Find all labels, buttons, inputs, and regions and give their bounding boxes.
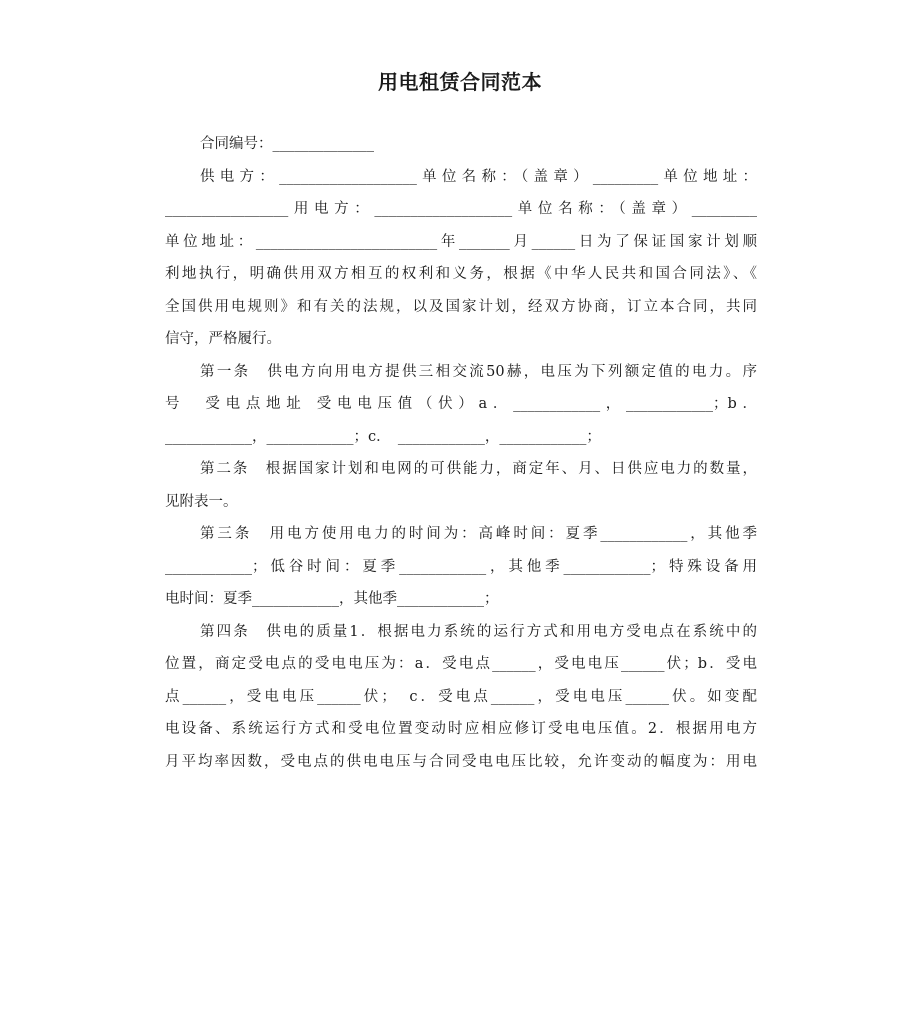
article-1-line: 号 受电点地址 受电电压值（伏）a．____________，____________；b． [165, 396, 757, 412]
article-4-line: 电设备、系统运行方式和受电位置变动时应相应修订受电电压值。2．根据用电方 [165, 721, 757, 737]
contract-number-line: 合同编号：______________ [200, 136, 374, 152]
article-4-line: 月平均率因数，受电点的供电电压与合同受电电压比较，允许变动的幅度为：用电 [165, 753, 757, 770]
article-3-line: ____________；低谷时间：夏季____________，其他季____________；特殊设备用 [165, 558, 757, 575]
document-title: 用电租赁合同范本 [378, 70, 542, 94]
document-body [165, 128, 757, 778]
article-4-line: 第四条 供电的质量1．根据电力系统的运行方式和用电方受电点在系统中的 [200, 623, 757, 640]
article-3-line: 第三条 用电方使用电力的时间为：高峰时间：夏季____________，其他季 [200, 526, 757, 542]
article-1-line: 第一条 供电方向用电方提供三相交流50赫，电压为下列额定值的电力。序 [200, 363, 757, 380]
paragraph-line: 全国供用电规则》和有关的法规，以及国家计划，经双方协商，订立本合同，共同 [165, 298, 757, 315]
article-1-line: ____________，____________；c． ____________，____________； [165, 428, 601, 445]
article-2-line: 见附表一。 [165, 493, 238, 510]
article-3-line: 电时间：夏季____________，其他季____________； [165, 591, 499, 607]
article-2-line: 第二条 根据国家计划和电网的可供能力，商定年、月、日供应电力的数量， [200, 461, 757, 477]
paragraph-line: 单位地址：_________________________年_______月______日为了保证国家计划顺 [165, 233, 757, 250]
paragraph-line: 利地执行，明确供用双方相互的权利和义务，根据《中华人民共和国合同法》、《 [165, 266, 757, 282]
paragraph-line: 信守，严格履行。 [165, 331, 281, 347]
article-4-line: 点______，受电电压______伏； c．受电点______，受电电压______伏。如变配 [165, 688, 757, 705]
paragraph-line: _________________用电方：___________________单位名称：（盖章）_________ [165, 201, 757, 217]
paragraph-line: 供电方：___________________单位名称：（盖章）_________单位地址： [200, 168, 757, 185]
article-4-line: 位置，商定受电点的受电电压为：a．受电点______，受电电压______伏；b．受电 [165, 656, 757, 672]
